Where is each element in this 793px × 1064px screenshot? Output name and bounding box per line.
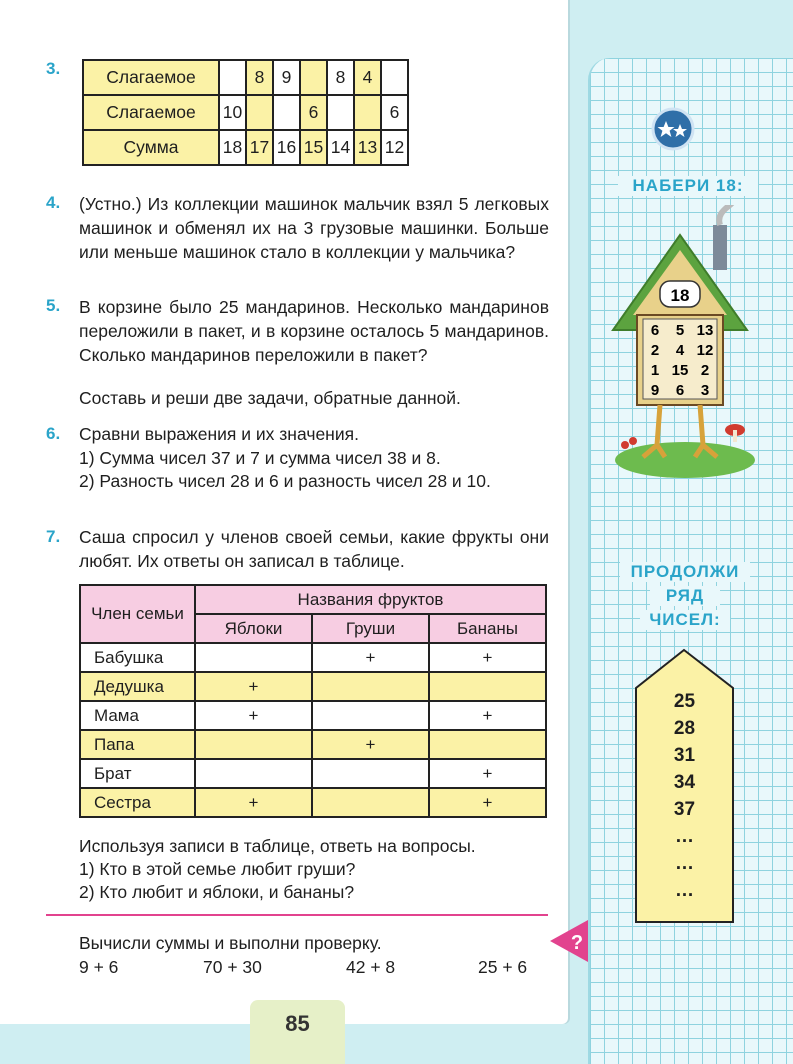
expression: 42 + 8 [346,957,396,977]
column-header: Бананы [429,614,546,643]
mark-cell: + [195,788,312,817]
row-label: Дедушка [80,672,195,701]
task-6-text: Сравни выражения и их значения. [79,424,359,444]
continue-title-line-1: ПРОДОЛЖИ [620,562,750,582]
table-cell [246,95,273,130]
row-label: Мама [80,701,195,730]
expression: 9 + 6 [79,957,119,977]
mark-cell [312,788,429,817]
table-cell: 18 [219,130,246,165]
table-row [80,672,546,701]
task-5-text-2: Составь и реши две задачи, обратные данной. [79,388,461,408]
sequence-number: 28 [673,718,696,739]
mark-cell: + [429,788,546,817]
table-cell: 14 [327,130,354,165]
task-7-number: 7. [46,527,61,546]
table-cell: 10 [219,95,246,130]
mark-cell: + [312,643,429,672]
house-cell: 5 [675,322,685,339]
sequence-number: 34 [673,772,696,793]
house-cell: 2 [700,362,710,379]
sequence-number: … [675,826,694,847]
table-cell: 16 [273,130,300,165]
table-cell [354,95,381,130]
house-cell: 6 [650,322,660,339]
continue-title-line-3: ЧИСЕЛ: [640,610,730,630]
mark-cell: + [429,643,546,672]
question-badge-icon [548,918,590,964]
mark-cell: + [195,701,312,730]
table-cell: 17 [246,130,273,165]
table-header-addend-2: Слагаемое [83,95,219,130]
row-label: Брат [80,759,195,788]
table-row [80,643,546,672]
task-7-question-intro: Используя записи в таблице, ответь на вопросы. [79,836,476,856]
column-header: Груши [312,614,429,643]
mark-cell [312,759,429,788]
stars-icon [651,107,695,151]
mark-cell: + [195,672,312,701]
house-cell: 1 [650,362,660,379]
expression: 25 + 6 [478,957,528,977]
table-cell [300,60,327,95]
mark-cell [312,672,429,701]
task-3-number: 3. [46,59,61,78]
table-header-sum: Сумма [83,130,219,165]
row-label: Бабушка [80,643,195,672]
sequence-number: 25 [673,691,696,712]
table-row [80,788,546,817]
house-cell: 3 [700,382,710,399]
house-cell: 6 [675,382,685,399]
table-cell [219,60,246,95]
row-label: Сестра [80,788,195,817]
sequence-number: … [675,853,694,874]
sequence-number: 37 [673,799,696,820]
table-cell [273,95,300,130]
expression: 70 + 30 [203,957,262,977]
sequence-number: 31 [673,745,696,766]
task-7-text: Саша спросил у членов своей семьи, какие фрукты они любят. Их ответы он записал в таблице. [79,527,549,571]
task-5-number: 5. [46,296,61,315]
number-sequence-pencil [634,648,735,924]
task-7-question-2: 2) Кто любит и яблоки, и бананы? [79,882,355,902]
page-number: 85 [250,1000,345,1064]
table-cell: 13 [354,130,381,165]
house-top-number: 18 [670,286,690,305]
table-header-fruits: Названия фруктов [195,585,546,614]
house-cell: 12 [696,342,714,359]
mark-cell [429,730,546,759]
mark-cell [195,759,312,788]
table-cell: 12 [381,130,408,165]
mark-cell: + [312,730,429,759]
table-cell [381,60,408,95]
task-4-text: (Устно.) Из коллекции машинок мальчик взял 5 легковых машинок и обменял их на 3 грузовые машинки. Больше или меньше машинок стало в коллекции у мальчика? [79,194,549,262]
mark-cell [195,643,312,672]
addition-table [82,59,409,166]
question-badge-label: ? [570,932,584,954]
mark-cell [429,672,546,701]
house-cell: 2 [650,342,660,359]
table-cell: 9 [273,60,300,95]
house-cell: 9 [650,382,660,399]
table-row [80,701,546,730]
table-cell: 8 [246,60,273,95]
collect-title: НАБЕРИ 18: [618,176,758,196]
task-6-item-1: 1) Сумма чисел 37 и 7 и сумма чисел 38 и 8. [79,448,441,468]
column-header: Яблоки [195,614,312,643]
house-cell: 15 [671,362,689,379]
mark-cell [195,730,312,759]
table-row [80,730,546,759]
task-7-question-1: 1) Кто в этой семье любит груши? [79,859,356,879]
mark-cell [312,701,429,730]
extra-task-text: Вычисли суммы и выполни проверку. [79,933,382,953]
table-cell: 15 [300,130,327,165]
house-cell: 4 [675,342,685,359]
house-cell: 13 [696,322,714,339]
mark-cell: + [429,759,546,788]
table-cell: 6 [381,95,408,130]
mark-cell: + [429,701,546,730]
task-5-text: В корзине было 25 мандаринов. Несколько мандаринов переложили в пакет, и в корзине осталось 5 мандаринов. Сколько мандаринов переложили в пакет? [79,297,549,365]
table-header-addend-1: Слагаемое [83,60,219,95]
task-6-number: 6. [46,424,61,443]
table-row [80,759,546,788]
table-header-member: Член семьи [80,585,195,643]
sequence-number: … [675,880,694,901]
task-6-item-2: 2) Разность чисел 28 и 6 и разность чисел 28 и 10. [79,471,491,491]
task-4-number: 4. [46,193,61,212]
table-cell: 8 [327,60,354,95]
continue-title-line-2: РЯД [650,586,720,606]
table-cell: 6 [300,95,327,130]
magic-house-illustration [605,205,755,480]
divider [46,914,548,916]
fruit-table [79,584,547,818]
row-label: Папа [80,730,195,759]
table-cell: 4 [354,60,381,95]
table-cell [327,95,354,130]
